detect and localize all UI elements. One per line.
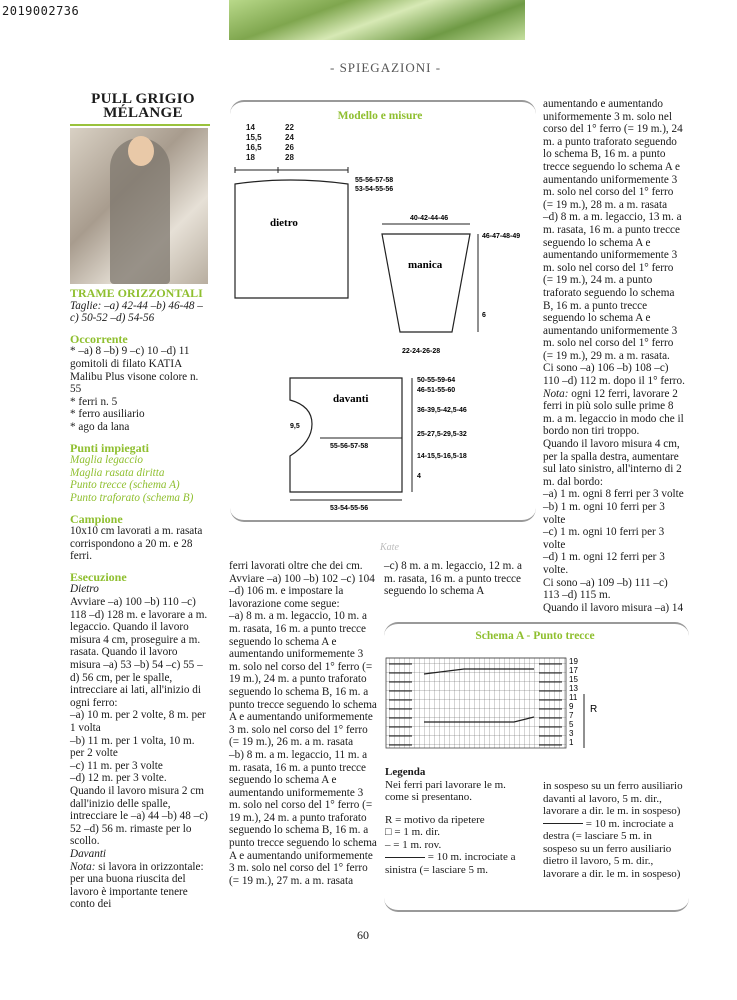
size-label: 22 bbox=[285, 123, 294, 132]
dietro-size-d: –d) 12 m. per 3 volte. bbox=[70, 772, 167, 785]
paragraph: –c) 1 m. ogni 10 ferri per 3 volte bbox=[543, 526, 665, 551]
paragraph: –d) 8 m. a m. legaccio, 13 m. a m. rasata, 16 m. a punto trecce seguendo lo schema A e aumentando uniformemente 3 m. solo nel corso del 1° ferro (= 19 m.), 24 m. a punto traforato seguendo lo schema B, 16 m. a punto trecce seguendo lo schema A e aumentando uniformemente 3 m. solo nel corso del 1° ferro (= 19 m.), 29 m. a m. rasata. bbox=[543, 211, 682, 362]
paragraph: –c) 8 m. a m. legaccio, 12 m. a m. rasata, 16 m. a punto trecce seguendo lo schema A bbox=[384, 560, 522, 598]
title-divider bbox=[70, 124, 210, 126]
paragraph: Ci sono –a) 109 –b) 111 –c) 113 –d) 115 m. bbox=[543, 576, 668, 602]
chart-grid bbox=[386, 658, 566, 748]
manica-measure: 40-42-44-46 bbox=[410, 215, 449, 222]
davanti-heading: Davanti bbox=[70, 847, 107, 860]
punto-item: Punto trecce (schema A) bbox=[70, 479, 180, 492]
row-number: 13 bbox=[569, 684, 578, 693]
schema-chart bbox=[384, 654, 624, 754]
section-heading: - SPIEGAZIONI - bbox=[330, 60, 442, 75]
legend-heading: Legenda bbox=[385, 766, 426, 778]
row-number: 15 bbox=[569, 675, 578, 684]
occorrente-item: * –a) 8 –b) 9 –c) 10 –d) 11 gomitoli di filato KATIA Malibu Plus visone colore n. 55 bbox=[70, 345, 199, 396]
page-number: 60 bbox=[357, 928, 369, 942]
davanti-measure: 14-15,5-16,5-18 bbox=[417, 453, 467, 460]
schema-title: Schema A - Punto trecce bbox=[475, 630, 595, 642]
title-line-1: PULL GRIGIO bbox=[91, 91, 195, 107]
document-id: 2019002736 bbox=[2, 4, 80, 18]
cross-left-symbol bbox=[385, 857, 425, 858]
schematic-diagram bbox=[230, 120, 536, 553]
row-number: 1 bbox=[569, 738, 574, 747]
dietro-heading: Dietro bbox=[70, 583, 99, 596]
model-head bbox=[128, 136, 154, 166]
header-banner-image bbox=[229, 0, 525, 40]
manica-measure: 6 bbox=[482, 312, 486, 319]
cross-right-symbol bbox=[543, 823, 583, 824]
text-column-3 bbox=[384, 560, 534, 598]
nota-label: Nota: bbox=[543, 387, 569, 400]
paragraph: –d) 1 m. ogni 12 ferri per 3 volte. bbox=[543, 551, 665, 576]
row-number: 7 bbox=[569, 711, 574, 720]
trame-heading: TRAME ORIZZONTALI bbox=[70, 286, 203, 300]
dietro-size-a: –a) 10 m. per 2 volte, 8 m. per 1 volta bbox=[70, 709, 206, 734]
punto-item: Maglia rasata diritta bbox=[70, 466, 165, 479]
davanti-measure: 46-51-55-60 bbox=[417, 387, 456, 394]
size-label: 15,5 bbox=[246, 133, 262, 142]
dietro-measure: 53-54-55-56 bbox=[355, 186, 394, 193]
paragraph: Quando il lavoro misura –a) 14 bbox=[543, 601, 684, 614]
legend-item bbox=[385, 851, 530, 876]
row-number: 5 bbox=[569, 720, 574, 729]
dietro-shape bbox=[235, 180, 348, 298]
legend-text: in sospeso su un ferro ausiliario davanti al lavoro, 5 m. dir., lavorare a dir. le m. in sospeso) bbox=[543, 780, 683, 817]
row-number: 9 bbox=[569, 702, 574, 711]
paragraph: –b) 8 m. a m. legaccio, 11 m. a m. rasata, 16 m. a punto trecce seguendo lo schema A e aumentando uniformemente 3 m. solo nel corso del 1° ferro (= 19 m.), 24 m. a punto traforato seguendo lo schema B, 16 m. a punto trecce seguendo lo schema A e aumentando uniformemente 3 m. solo nel corso del 1° ferro (= 19 m.), 27 m. a m. rasata bbox=[229, 748, 377, 887]
paragraph: ferri lavorati oltre che dei cm. Avviare –a) 100 –b) 102 –c) 104 –d) 106 m. e impostare la lavorazione come segue: bbox=[229, 560, 375, 610]
sidebar-column bbox=[70, 287, 210, 911]
size-label: 24 bbox=[285, 133, 294, 142]
text-column-4 bbox=[543, 98, 686, 614]
paragraph: aumentando e aumentando uniformemente 3 m. solo nel corso del 1° ferro (= 19 m.), 24 m. a punto traforato seguendo lo schema B, 16 m. a punto trecce seguendo lo schema A e aumentando uniformemente 3 m. solo nel corso del 1° ferro (= 19 m.), 28 m. a m. rasata bbox=[543, 98, 683, 211]
davanti-measure: 36-39,5-42,5-46 bbox=[417, 407, 467, 414]
legend-item-text: = 10 m. incrociate a sinistra (= lasciare 5 m. bbox=[385, 851, 516, 876]
legend-right bbox=[543, 780, 686, 880]
punti-heading: Punti impiegati bbox=[70, 440, 150, 455]
manica-measure: 22-24-26-28 bbox=[402, 348, 441, 355]
nota-text: si lavora in orizzontale: per una buona riuscita del lavoro è importante tenere conto dei bbox=[70, 860, 204, 911]
legend-item: □ = 1 m. dir. bbox=[385, 826, 441, 838]
paragraph: Quando il lavoro misura 4 cm, per la spalla destra, aumentare sul lato sinistro, all'interno di 2 m. dal bordo: bbox=[543, 438, 682, 488]
davanti-measure: 25-27,5-29,5-32 bbox=[417, 431, 467, 438]
davanti-note bbox=[70, 861, 210, 911]
nota-label: Nota: bbox=[70, 860, 96, 873]
dietro-end-text: Quando il lavoro misura 2 cm dall'inizio delle spalle, intrecciare le –a) 44 –b) 48 –c) 52 –d) 56 m. rimaste per lo scollo. bbox=[70, 784, 208, 848]
davanti-measure: 55-56-57-58 bbox=[330, 443, 369, 450]
davanti-label: davanti bbox=[333, 393, 369, 405]
manica-measure: 46-47-48-49 bbox=[482, 233, 521, 240]
row-number: 3 bbox=[569, 729, 574, 738]
dietro-size-c: –c) 11 m. per 3 volte bbox=[70, 759, 163, 772]
manica-label: manica bbox=[408, 259, 443, 271]
legend-item: – = 1 m. rov. bbox=[385, 838, 442, 851]
size-label: 14 bbox=[246, 123, 255, 132]
manica-shape bbox=[382, 234, 470, 332]
nota-text: ogni 12 ferri, lavorare 2 ferri in più solo sulle prime 8 m. a m. legaccio in modo che il bordo non tiri troppo. bbox=[543, 387, 684, 438]
legend-text: Nei ferri pari lavorare le m. come si presentano. bbox=[385, 778, 506, 803]
davanti-measure: 53-54-55-56 bbox=[330, 505, 369, 512]
occorrente-item: * ferri n. 5 bbox=[70, 395, 118, 408]
title-line-2: MÉLANGE bbox=[103, 105, 183, 121]
pattern-title bbox=[78, 92, 208, 120]
occorrente-item: * ferro ausiliario bbox=[70, 408, 145, 421]
legend-left bbox=[385, 766, 530, 876]
campione-text: 10x10 cm lavorati a m. rasata corrispondono a 20 m. e 28 ferri. bbox=[70, 525, 203, 563]
dietro-measure: 55-56-57-58 bbox=[355, 177, 394, 184]
occorrente-item: * ago da lana bbox=[70, 420, 130, 433]
occorrente-heading: Occorrente bbox=[70, 331, 128, 346]
row-number: 17 bbox=[569, 666, 578, 675]
size-label: 18 bbox=[246, 153, 255, 162]
model-photo bbox=[70, 128, 208, 284]
row-number: 11 bbox=[569, 693, 578, 702]
schematic-title: Modello e misure bbox=[337, 110, 423, 122]
campione-heading: Campione bbox=[70, 511, 123, 526]
size-label: 28 bbox=[285, 153, 294, 162]
paragraph: –a) 1 m. ogni 8 ferri per 3 volte bbox=[543, 488, 684, 501]
size-label: 26 bbox=[285, 143, 294, 152]
paragraph: –b) 1 m. ogni 10 ferri per 3 volte bbox=[543, 501, 665, 526]
paragraph: –a) 8 m. a m. legaccio, 10 m. a m. rasata, 16 m. a punto trecce seguendo lo schema A e aumentando uniformemente 3 m. solo nel corso del 1° ferro (= 19 m.), 24 m. a punto traforato seguendo lo schema B, 16 m. a punto trecce seguendo lo schema A e aumentando uniformemente 3 m. solo nel corso del 1° ferro (= 19 m.), 26 m. a m. rasata bbox=[229, 610, 377, 749]
paragraph: Ci sono –a) 106 –b) 108 –c) 110 –d) 112 m. dopo il 1° ferro. bbox=[543, 362, 685, 388]
legend-item: R = motivo da ripetere bbox=[385, 813, 485, 826]
dietro-text: Avviare –a) 100 –b) 110 –c) 118 –d) 128 m. e lavorare a m. legaccio. Quando il lavoro misura 4 cm, proseguire a m. rasata. Quando il lavoro misura –a) 53 –b) 54 –c) 55 –d) 56 cm, per le spalle, intrecciare ai lati, all'inizio di ogni ferro: bbox=[70, 596, 208, 709]
dietro-size-b: –b) 11 m. per 1 volta, 10 m. per 2 volte bbox=[70, 734, 195, 760]
davanti-measure: 9,5 bbox=[290, 423, 300, 430]
dietro-label: dietro bbox=[270, 217, 298, 229]
row-number: 19 bbox=[569, 657, 578, 666]
esecuzione-heading: Esecuzione bbox=[70, 569, 127, 584]
size-label: 16,5 bbox=[246, 143, 262, 152]
davanti-measure: 50-55-59-64 bbox=[417, 377, 456, 384]
davanti-measure: 4 bbox=[417, 473, 421, 480]
punto-item: Punto traforato (schema B) bbox=[70, 491, 194, 504]
sizes-text: Taglie: –a) 42-44 –b) 46-48 –c) 50-52 –d) 54-56 bbox=[70, 299, 203, 325]
legend-item-text: = 10 m. incrociate a destra (= lasciare 5 m. in sospeso su un ferro ausiliario dietro il lavoro, 5 m. dir., lavorare a dir. le m. in sospeso) bbox=[543, 817, 681, 880]
watermark-text: Kate bbox=[380, 542, 399, 553]
punto-item: Maglia legaccio bbox=[70, 454, 144, 467]
repeat-label: R bbox=[590, 704, 598, 715]
text-column-2 bbox=[229, 560, 377, 887]
